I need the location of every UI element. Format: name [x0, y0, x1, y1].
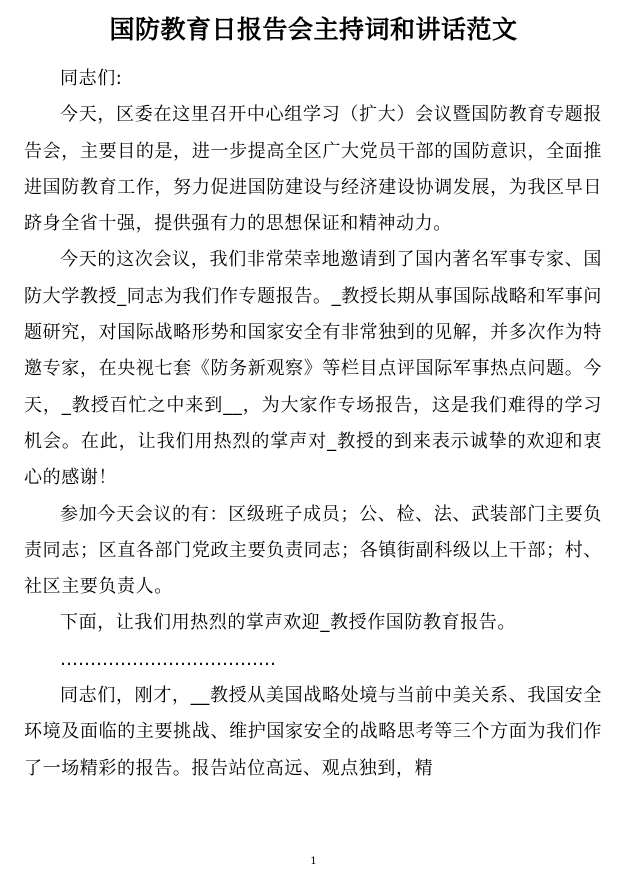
body-paragraph: 今天，区委在这里召开中心组学习（扩大）会议暨国防教育专题报告会，主要目的是，进一步提高全区广大党员干部的国防意识，全面推进国防教育工作，努力促进国防建设与经济建设协调发展，为我区早日跻身全省十强，提供强有力的思想保证和精神动力。: [24, 104, 602, 235]
ellipsis-separator: ………………………………: [60, 648, 276, 670]
body-paragraph: 同志们，刚才，__教授从美国战略处境与当前中美关系、我国安全环境及面临的主要挑战、维护国家安全的战略思考等三个方面为我们作了一场精彩的报告。报告站位高远、观点独到，精: [24, 685, 602, 779]
body-paragraph: 下面，让我们用热烈的掌声欢迎_教授作国防教育报告。: [60, 612, 516, 634]
page-number: 1: [310, 856, 317, 867]
body-paragraph: 参加今天会议的有：区级班子成员；公、检、法、武装部门主要负责同志；区直各部门党政主要负责同志；各镇街副科级以上干部；村、社区主要负责人。: [24, 503, 602, 598]
document-body: [24, 61, 602, 787]
document-title: 国防教育日报告会主持词和讲话范文: [109, 15, 518, 44]
body-paragraph: 今天的这次会议，我们非常荣幸地邀请到了国内著名军事专家、国防大学教授_同志为我们作专题报告。_教授长期从事国际战略和军事问题研究，对国际战略形势和国家安全有非常独到的见解，并多次作为特邀专家，在央视七套《防务新观察》等栏目点评国际军事热点问题。今天，_教授百忙之中来到__，为大家作专场报告，这是我们难得的学习机会。在此，让我们用热烈的掌声对_教授的到来表示诚挚的欢迎和衷心的感谢！: [24, 249, 602, 489]
salutation-paragraph: 同志们:: [60, 68, 123, 89]
